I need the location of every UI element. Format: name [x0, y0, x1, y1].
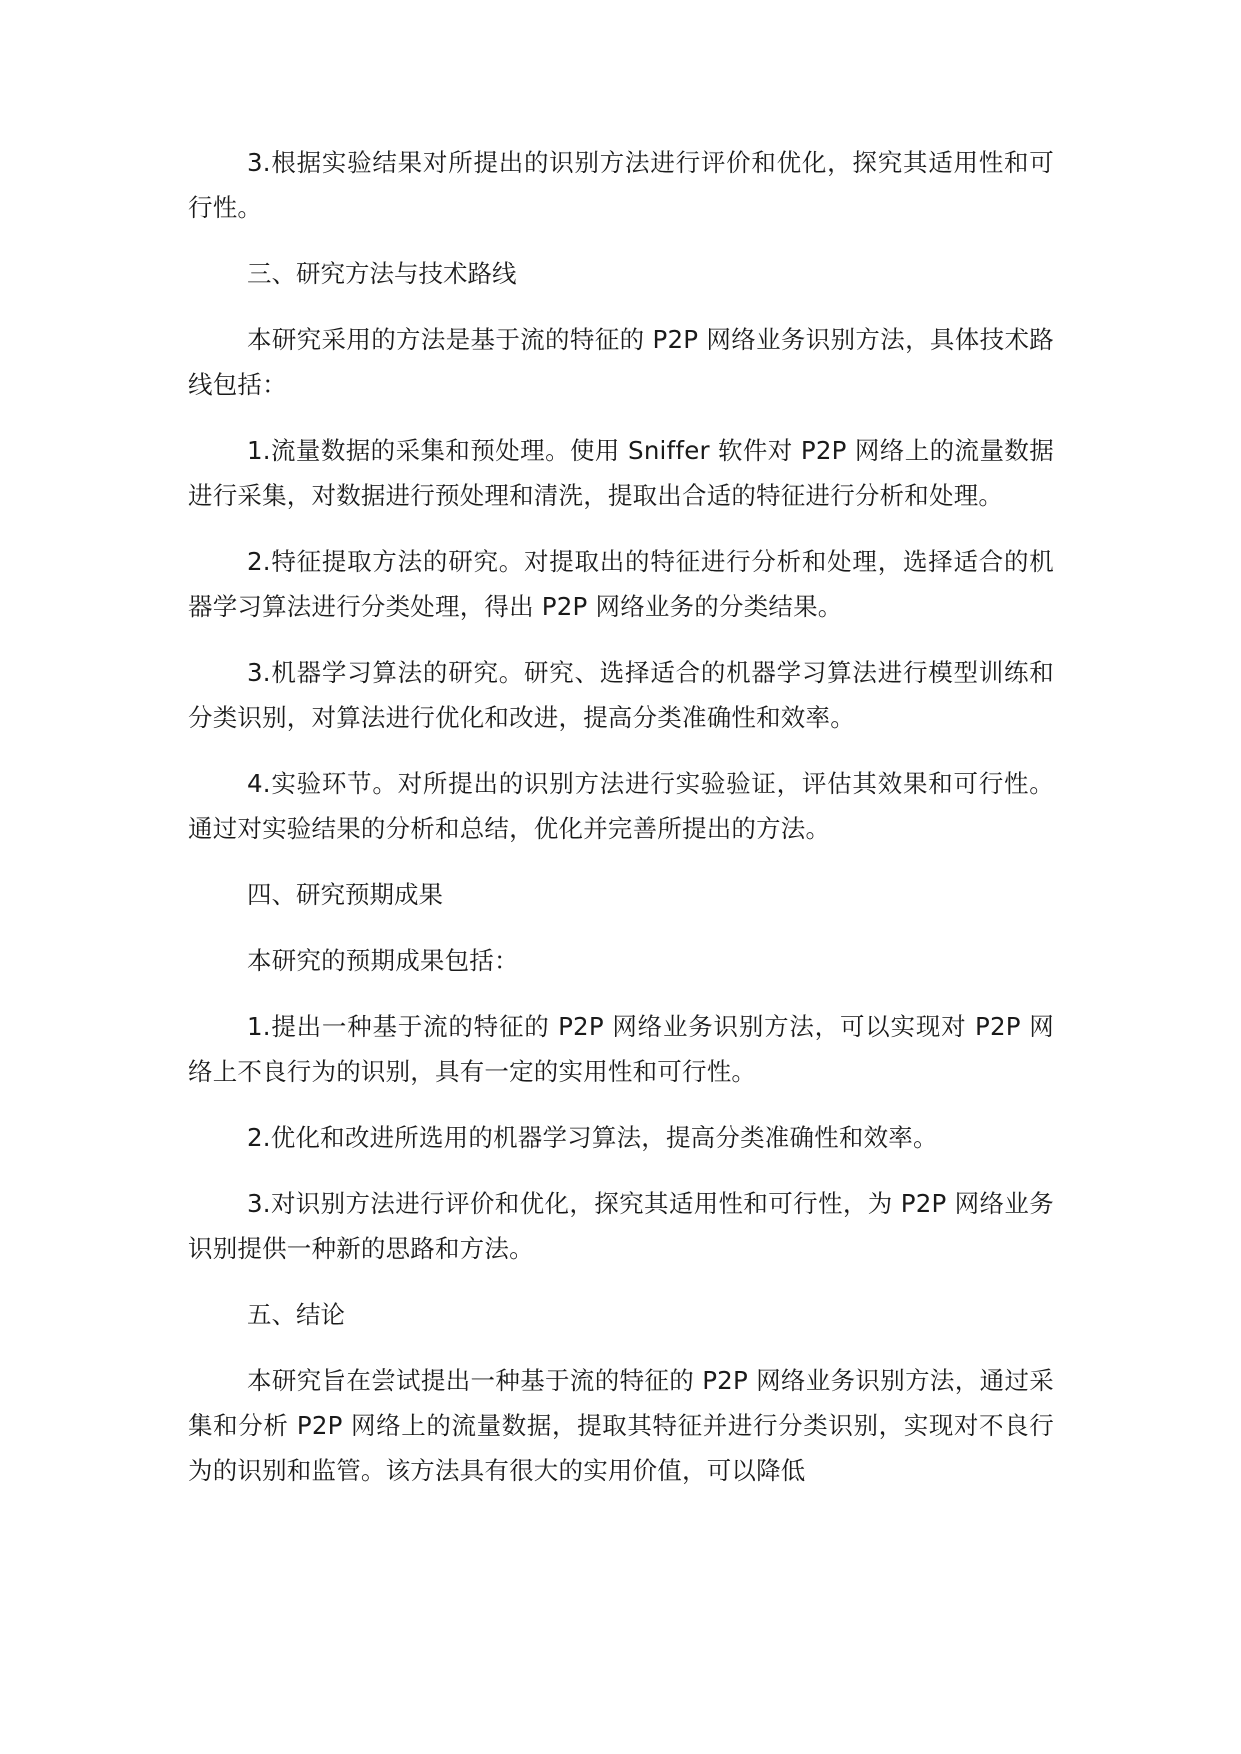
paragraph-method-step-1: 1.流量数据的采集和预处理。使用 Sniffer 软件对 P2P 网络上的流量数据进行采集，对数据进行预处理和清洗，提取出合适的特征进行分析和处理。: [188, 436, 1054, 510]
paragraph-method-step-3: 3.机器学习算法的研究。研究、选择适合的机器学习算法进行模型训练和分类识别，对算法进行优化和改进，提高分类准确性和效率。: [188, 658, 1054, 732]
document-page: [188, 140, 1054, 1514]
paragraph-method-step-4: 4.实验环节。对所提出的识别方法进行实验验证，评估其效果和可行性。通过对实验结果的分析和总结，优化并完善所提出的方法。: [188, 769, 1054, 843]
paragraph-method-step-2: 2.特征提取方法的研究。对提取出的特征进行分析和处理，选择适合的机器学习算法进行分类处理，得出 P2P 网络业务的分类结果。: [188, 547, 1054, 621]
section-heading-methods: 三、研究方法与技术路线: [247, 259, 517, 288]
paragraph-expected-result-1: 1.提出一种基于流的特征的 P2P 网络业务识别方法，可以实现对 P2P 网络上不良行为的识别，具有一定的实用性和可行性。: [188, 1012, 1054, 1086]
paragraph-expected-result-3: 3.对识别方法进行评价和优化，探究其适用性和可行性，为 P2P 网络业务识别提供一种新的思路和方法。: [188, 1189, 1054, 1263]
paragraph-expected-intro: 本研究的预期成果包括：: [247, 946, 519, 975]
paragraph-methods-intro: 本研究采用的方法是基于流的特征的 P2P 网络业务识别方法，具体技术路线包括：: [188, 325, 1054, 399]
paragraph-evaluation-item: 3.根据实验结果对所提出的识别方法进行评价和优化，探究其适用性和可行性。: [188, 148, 1054, 222]
section-heading-conclusion: 五、结论: [247, 1300, 345, 1329]
paragraph-conclusion: 本研究旨在尝试提出一种基于流的特征的 P2P 网络业务识别方法，通过采集和分析 P2P 网络上的流量数据，提取其特征并进行分类识别，实现对不良行为的识别和监管。该方法具有很大的实用价值，可以降低: [188, 1366, 1054, 1485]
paragraph-expected-result-2: 2.优化和改进所选用的机器学习算法，提高分类准确性和效率。: [247, 1123, 938, 1152]
section-heading-expected-results: 四、研究预期成果: [247, 880, 443, 909]
